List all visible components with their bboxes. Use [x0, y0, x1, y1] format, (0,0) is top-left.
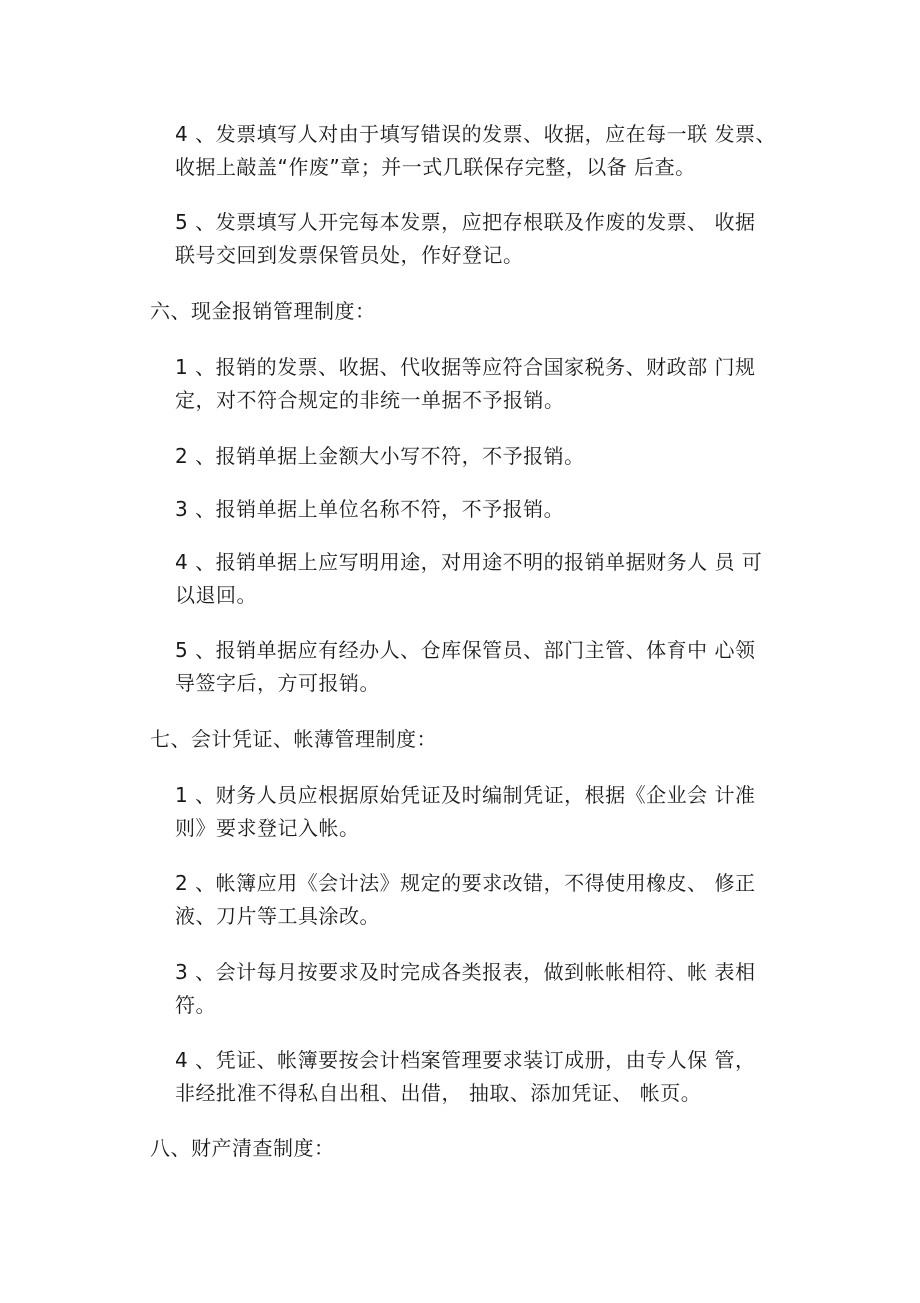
item-line: 液、刀片等工具涂改。	[175, 904, 380, 928]
item-line: 4 、凭证、帐簿要按会计档案管理要求装订成册，由专人保 管，	[175, 1048, 756, 1072]
item-line: 1 、报销的发票、收据、代收据等应符合国家税务、财政部 门规	[175, 355, 756, 379]
item-line: 3 、报销单据上单位名称不符，不予报销。	[175, 497, 565, 521]
item-line: 以退回。	[175, 583, 257, 607]
list-item	[175, 440, 815, 473]
item-line: 符。	[175, 993, 216, 1017]
item-line: 4 、报销单据上应写明用途，对用途不明的报销单据财务人 员 可	[175, 550, 763, 574]
item-line: 1 、财务人员应根据原始凭证及时编制凭证，根据《企业会 计准	[175, 783, 756, 807]
item-line: 定，对不符合规定的非统一单据不予报销。	[175, 388, 565, 412]
list-item	[175, 206, 815, 272]
section-heading: 七、会计凭证、帐薄管理制度：	[150, 727, 437, 751]
item-line: 5 、发票填写人开完每本发票，应把存根联及作废的发票、 收据	[175, 210, 756, 234]
item-line: 3 、会计每月按要求及时完成各类报表，做到帐帐相符、帐 表相	[175, 960, 756, 984]
list-item	[175, 956, 815, 1022]
section-heading: 八、财产清查制度：	[150, 1136, 335, 1160]
item-line: 2 、报销单据上金额大小写不符，不予报销。	[175, 444, 585, 468]
item-line: 5 、报销单据应有经办人、仓库保管员、部门主管、体育中 心领	[175, 638, 756, 662]
item-line: 收据上敲盖“作废”章；并一式几联保存完整，以备 后查。	[175, 155, 696, 179]
list-item	[175, 779, 815, 845]
list-item	[175, 351, 815, 417]
list-item	[175, 634, 815, 700]
item-line: 4 、发票填写人对由于填写错误的发票、收据，应在每一联 发票、	[175, 122, 776, 146]
item-line: 联号交回到发票保管员处，作好登记。	[175, 243, 524, 267]
item-line: 非经批准不得私自出租、出借， 抽取、添加凭证、 帐页。	[175, 1081, 702, 1105]
item-line: 2 、帐簿应用《会计法》规定的要求改错，不得使用橡皮、 修正	[175, 871, 756, 895]
list-item	[175, 118, 815, 184]
list-item	[175, 867, 815, 933]
list-item	[175, 1044, 815, 1110]
item-line: 则》要求登记入帐。	[175, 816, 360, 840]
section-heading: 六、现金报销管理制度：	[150, 299, 376, 323]
list-item	[175, 493, 815, 526]
list-item	[175, 546, 815, 612]
item-line: 导签字后，方可报销。	[175, 671, 380, 695]
